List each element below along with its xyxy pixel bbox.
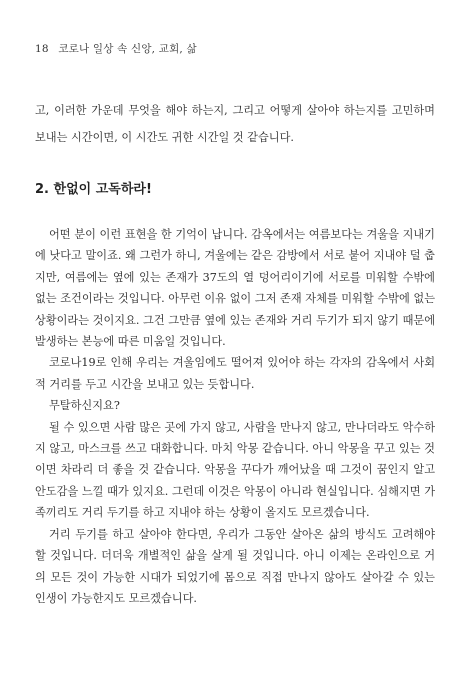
body-paragraph: 될 수 있으면 사람 많은 곳에 가지 않고, 사람을 만나지 않고, 만나더라도 악수하지 않고, 마스크를 쓰고 대화합니다. 마치 악몽 같습니다. 아니 악몽을 꾸고 있는 것이면 차라리 더 좋을 것 같습니다. 악몽을 꾸다가 깨어났을 때 그것이 꿈인지 알고 안도감을 느낄 때가 있지요. 그런데 이것은 악몽이 아니라 현실입니다. 심해지면 가족끼리도 거리 두기를 하고 지내야 하는 상황이 올지도 모르겠습니다. <box>35 420 435 520</box>
running-header <box>35 41 197 56</box>
body-paragraph: 거리 두기를 하고 살아야 한다면, 우리가 그동안 살아온 삶의 방식도 고려해야 할 것입니다. 더더욱 개별적인 삶을 살게 될 것입니다. 아니 이제는 온라인으로 거의 모든 것이 가능한 시대가 되었기에 몸으로 직접 만나지 않아도 살아갈 수 있는 인생이 가능한지도 모르겠습니다. <box>35 527 435 605</box>
section-body <box>35 224 435 609</box>
section-heading: 2. 한없이 고독하라! <box>35 182 152 197</box>
intro-block <box>35 98 435 151</box>
intro-paragraph: 고, 이러한 가운데 무엇을 해야 하는지, 그리고 어떻게 살아야 하는지를 고민하며 보내는 시간이면, 이 시간도 귀한 시간일 것 같습니다. <box>35 104 435 144</box>
body-paragraph: 어떤 분이 이런 표현을 한 기억이 납니다. 감옥에서는 여름보다는 겨울을 지내기에 낫다고 말이죠. 왜 그런가 하니, 겨울에는 같은 감방에서 서로 붙어 지내야 덜 춥지만, 여름에는 옆에 있는 존재가 37도의 열 덩어리이기에 서로를 미워할 수밖에 없는 조건이라는 것입니다. 아무런 이유 없이 그저 존재 자체를 미워할 수밖에 없는 상황이라는 것이지요. 그건 그만큼 옆에 있는 존재와 거리 두기가 되지 않기 때문에 발생하는 본능에 따른 미움일 것입니다. <box>35 228 435 349</box>
running-title: 코로나 일상 속 신앙, 교회, 삶 <box>58 43 197 55</box>
page-number: 18 <box>35 43 49 55</box>
body-paragraph: 코로나19로 인해 우리는 겨울임에도 떨어져 있어야 하는 각자의 감옥에서 사회적 거리를 두고 시간을 보내고 있는 듯합니다. <box>35 356 435 391</box>
body-paragraph: 무탈하신지요? <box>49 399 120 413</box>
